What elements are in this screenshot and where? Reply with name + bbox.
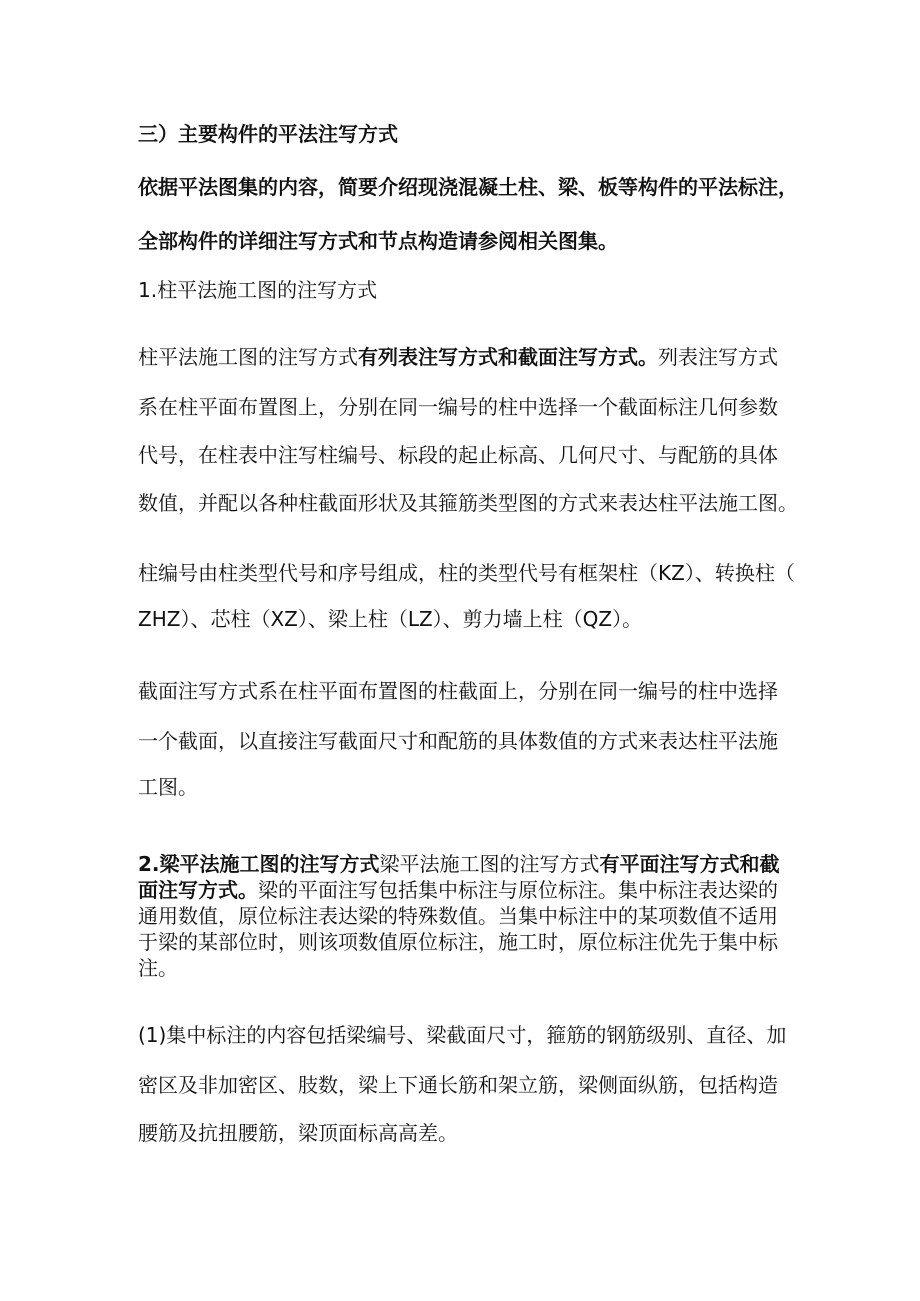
beam-line-5: 注。 <box>138 956 178 980</box>
column-p1-line-1 <box>138 345 798 369</box>
concentrated-line-1: (1)集中标注的内容包括梁编号、梁截面尺寸，箍筋的钢筋级别、直径、加 <box>138 1023 787 1047</box>
column-p1-line-3: 代号，在柱表中注写柱编号、标段的起止标高、几何尺寸、与配筋的具体 <box>138 443 778 467</box>
beam-line-2 <box>138 878 798 902</box>
concentrated-line-2: 密区及非加密区、肢数，梁上下通长筋和架立筋，梁侧面纵筋，包括构造 <box>138 1073 778 1097</box>
concentrated-line-3: 腰筋及抗扭腰筋，梁顶面标高高差。 <box>138 1121 458 1145</box>
beam-emphasis: 有平面注写方式和截 <box>599 852 780 876</box>
section-title: 三）主要构件的平法注写方式 <box>138 122 398 146</box>
beam-line-1 <box>138 852 798 876</box>
column-heading: 1.柱平法施工图的注写方式 <box>138 278 378 302</box>
column-p2-line-1: 柱编号由柱类型代号和序号组成，柱的类型代号有框架柱（KZ）、转换柱（ <box>138 561 795 585</box>
beam-text: 梁平法施工图的注写方式 <box>379 852 600 876</box>
column-p1-line-2: 系在柱平面布置图上，分别在同一编号的柱中选择一个截面标注几何参数 <box>138 395 778 419</box>
column-p1-text: 柱平法施工图的注写方式 <box>138 345 358 369</box>
column-p1-text-tail: 列表注写方式 <box>658 345 778 369</box>
column-p2-line-2: ZHZ）、芯柱（XZ）、梁上柱（LZ）、剪力墙上柱（QZ）。 <box>138 607 643 631</box>
beam-text-cont: 梁的平面注写包括集中标注与原位标注。集中标注表达梁的 <box>258 878 778 902</box>
beam-heading: 2.梁平法施工图的注写方式 <box>138 852 380 876</box>
column-p1-line-4: 数值，并配以各种柱截面形状及其箍筋类型图的方式来表达柱平法施工图。 <box>138 491 798 515</box>
beam-line-3: 通用数值，原位标注表达梁的特殊数值。当集中标注中的某项数值不适用 <box>138 904 778 928</box>
column-p3-line-3: 工图。 <box>138 775 198 799</box>
intro-line-2: 全部构件的详细注写方式和节点构造请参阅相关图集。 <box>138 229 618 253</box>
intro-line-1: 依据平法图集的内容，简要介绍现浇混凝土柱、梁、板等构件的平法标注， <box>138 175 798 199</box>
column-p3-line-1: 截面注写方式系在柱平面布置图的柱截面上，分别在同一编号的柱中选择 <box>138 679 778 703</box>
beam-line-4: 于梁的某部位时，则该项数值原位标注，施工时，原位标注优先于集中标 <box>138 930 778 954</box>
beam-emphasis-cont: 面注写方式。 <box>138 878 258 902</box>
column-p3-line-2: 一个截面，以直接注写截面尺寸和配筋的具体数值的方式来表达柱平法施 <box>138 729 778 753</box>
column-p1-emphasis: 有列表注写方式和截面注写方式。 <box>358 345 658 369</box>
